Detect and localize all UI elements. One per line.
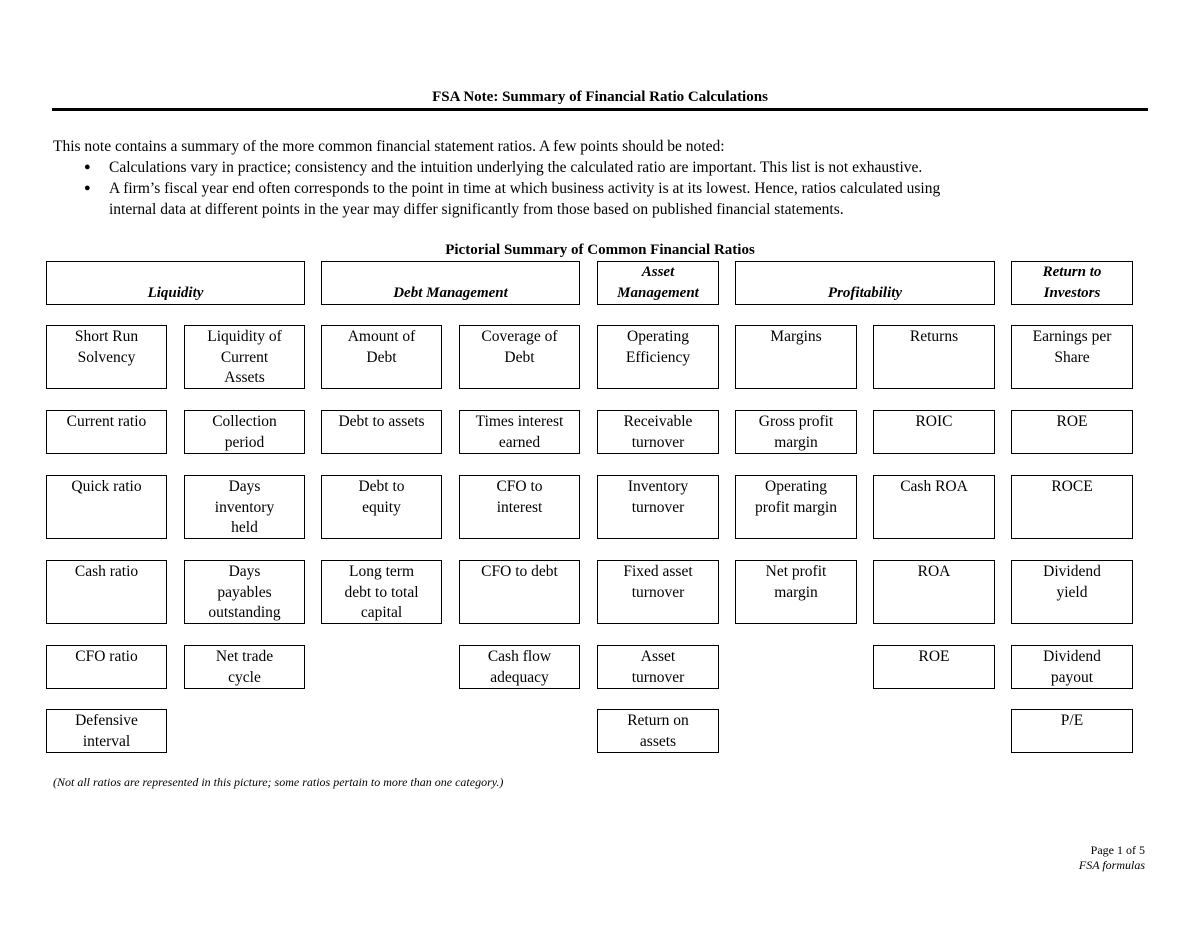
subcategory-box — [873, 325, 995, 389]
ratio-label: Quick ratio — [71, 478, 142, 495]
ratio-label: Current ratio — [66, 413, 147, 430]
ratio-label: Gross profit margin — [758, 413, 834, 451]
ratio-label: Defensive interval — [75, 712, 138, 750]
category-label: Asset Management — [617, 264, 699, 301]
subcategory-box — [321, 325, 442, 389]
ratio-label: Times interest earned — [475, 413, 564, 451]
ratio-box — [873, 560, 995, 624]
ratio-box — [46, 560, 167, 624]
category-label: Liquidity — [147, 285, 204, 301]
bullet-marker: ● — [84, 161, 91, 173]
ratio-box — [184, 475, 305, 539]
subcategory-box — [184, 325, 305, 389]
page-number: Page 1 of 5 — [1090, 843, 1145, 857]
ratio-label: ROE — [918, 648, 950, 665]
ratio-box — [597, 709, 719, 753]
document-name: FSA formulas — [1078, 858, 1145, 872]
ratio-box — [873, 410, 995, 454]
subcategory-box — [459, 325, 580, 389]
subcategory-label: Earnings per Share — [1032, 328, 1112, 366]
ratio-label: Cash ROA — [900, 478, 968, 495]
bullet-line: Calculations vary in practice; consistency and the intuition underlying the calculated ratio are important. This list is not exhaustive. — [109, 159, 923, 176]
ratio-box — [184, 645, 305, 689]
ratio-label: Fixed asset turnover — [623, 563, 693, 601]
bullet-line: internal data at different points in the year may differ significantly from those based on published financial statements. — [109, 201, 844, 218]
ratio-label: Cash flow adequacy — [487, 648, 552, 686]
ratio-label: ROCE — [1051, 478, 1093, 495]
ratio-label: Dividend payout — [1043, 648, 1101, 686]
ratio-box — [184, 560, 305, 624]
subcategory-label: Margins — [770, 328, 822, 345]
ratio-label: Net profit margin — [765, 563, 827, 601]
ratio-box — [1011, 645, 1133, 689]
ratio-box — [1011, 475, 1133, 539]
category-label: Return to Investors — [1042, 264, 1102, 301]
category-liquidity — [46, 261, 305, 305]
page-title: FSA Note: Summary of Financial Ratio Calculations — [432, 89, 768, 105]
ratio-label: Receivable turnover — [623, 413, 693, 451]
ratio-box — [1011, 709, 1133, 753]
ratio-label: Cash ratio — [74, 563, 139, 580]
ratio-label: Operating profit margin — [755, 478, 837, 516]
ratio-label: Debt to equity — [358, 478, 405, 516]
category-profitability — [735, 261, 995, 305]
subcategory-label: Liquidity of Current Assets — [207, 328, 282, 386]
ratio-box — [321, 410, 442, 454]
category-return-to-investors — [1011, 261, 1133, 305]
ratio-label: Return on assets — [627, 712, 689, 750]
subcategory-box — [46, 325, 167, 389]
ratio-box — [735, 410, 857, 454]
subcategory-box — [735, 325, 857, 389]
ratio-box — [46, 645, 167, 689]
ratio-box — [321, 560, 442, 624]
ratio-label: CFO ratio — [75, 648, 138, 665]
ratio-box — [1011, 560, 1133, 624]
ratio-box — [873, 645, 995, 689]
ratio-label: Long term debt to total capital — [344, 563, 419, 621]
subcategory-label: Short Run Solvency — [74, 328, 139, 366]
subcategory-label: Amount of Debt — [347, 328, 416, 366]
ratio-label: CFO to interest — [496, 478, 543, 516]
ratio-label: ROA — [917, 563, 951, 580]
ratio-box — [321, 475, 442, 539]
subcategory-box — [1011, 325, 1133, 389]
subcategory-label: Coverage of Debt — [481, 328, 558, 366]
ratio-box — [735, 475, 857, 539]
ratio-label: ROE — [1056, 413, 1088, 430]
intro-text: This note contains a summary of the more common financial statement ratios. A few points should be noted: — [53, 138, 725, 155]
ratio-box — [597, 410, 719, 454]
ratio-box — [459, 410, 580, 454]
diagram-footnote: (Not all ratios are represented in this picture; some ratios pertain to more than one category.) — [53, 775, 504, 789]
ratio-label: ROIC — [915, 413, 953, 430]
ratio-box — [873, 475, 995, 539]
ratio-box — [597, 645, 719, 689]
ratio-label: Net trade cycle — [215, 648, 274, 686]
page-footer — [1079, 843, 1145, 873]
ratio-label: P/E — [1060, 712, 1084, 729]
ratio-box — [1011, 410, 1133, 454]
bullet-marker: ● — [84, 182, 91, 194]
diagram-title: Pictorial Summary of Common Financial Ratios — [445, 242, 755, 258]
ratio-label: Asset turnover — [631, 648, 685, 686]
ratio-label: CFO to debt — [481, 563, 558, 580]
ratio-box — [459, 560, 580, 624]
ratio-box — [459, 645, 580, 689]
ratio-box — [597, 475, 719, 539]
category-label: Profitability — [827, 285, 903, 301]
ratio-label: Debt to assets — [338, 413, 425, 430]
category-asset-management — [597, 261, 719, 305]
ratio-label: Days payables outstanding — [208, 563, 281, 621]
ratio-box — [735, 560, 857, 624]
ratio-box — [46, 475, 167, 539]
ratio-box — [597, 560, 719, 624]
subcategory-label: Returns — [909, 328, 959, 345]
ratio-label: Inventory turnover — [627, 478, 689, 516]
subcategory-box — [597, 325, 719, 389]
ratio-label: Days inventory held — [214, 478, 275, 536]
ratio-box — [46, 709, 167, 753]
ratio-box — [184, 410, 305, 454]
subcategory-label: Operating Efficiency — [625, 328, 691, 366]
ratio-label: Dividend yield — [1043, 563, 1101, 601]
title-rule — [52, 108, 1148, 111]
ratio-label: Collection period — [212, 413, 277, 451]
ratio-box — [46, 410, 167, 454]
ratio-box — [459, 475, 580, 539]
category-label: Debt Management — [393, 285, 508, 301]
category-debt-management — [321, 261, 580, 305]
bullet-line: A firm’s fiscal year end often corresponds to the point in time at which business activity is at its lowest. Hence, ratios calculated using — [109, 180, 941, 197]
